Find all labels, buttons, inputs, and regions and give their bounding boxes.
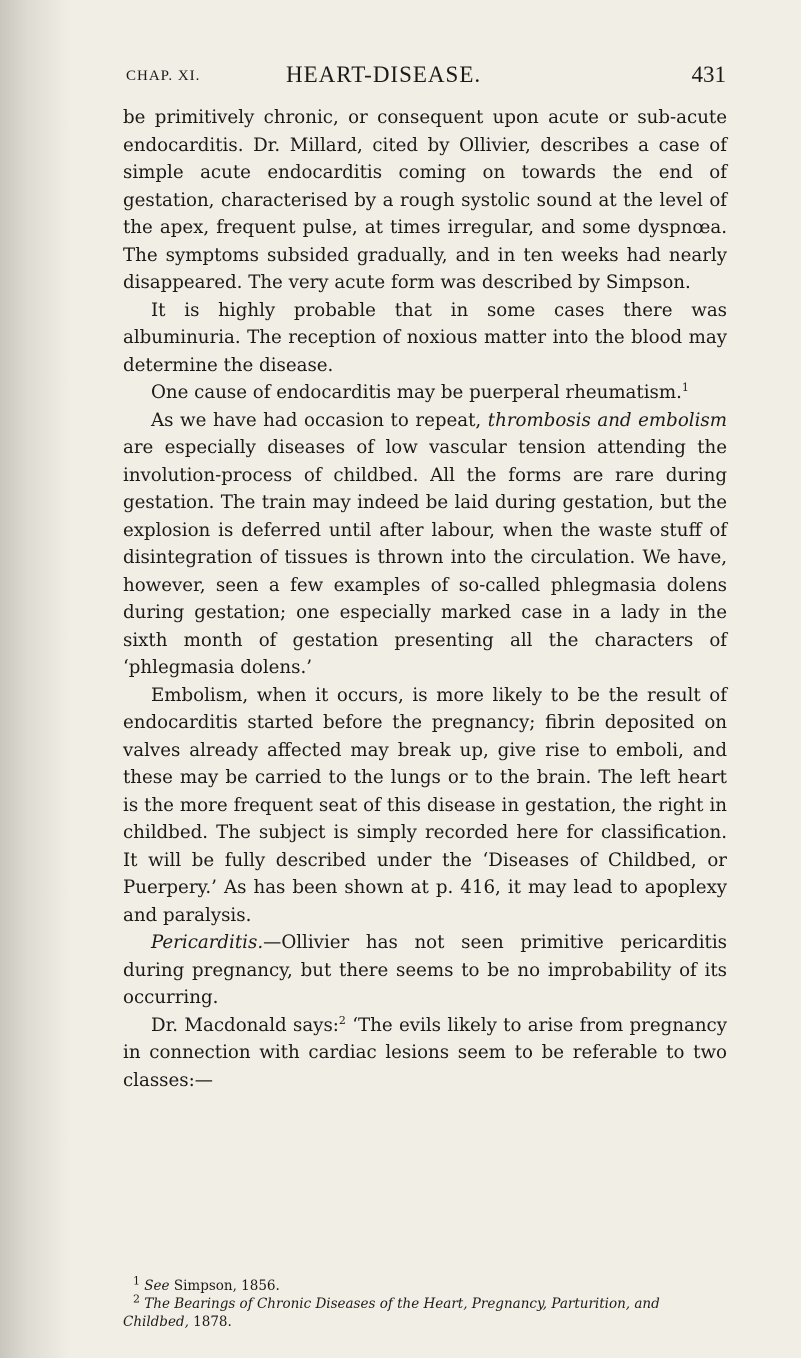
running-head: [126, 62, 726, 90]
chapter-label: CHAP. XI.: [126, 68, 201, 84]
paragraph: Pericarditis.—Ollivier has not seen primitive pericarditis during pregnancy, but there seems to be no improbability of its occurring.: [123, 932, 727, 1008]
footnote-ref: 2: [338, 1013, 346, 1027]
italic-term: thrombosis and embolism: [487, 409, 727, 431]
paragraph: Embolism, when it occurs, is more likely to be the result of endocarditis started before the pregnancy; fibrin deposited on valves already affected may break up, give rise to emboli, and these may be carried to the lungs or to the brain. The left heart is the more frequent seat of this disease in gestation, the right in childbed. The subject is simply recorded here for classification. It will be fully described under the ‘Diseases of Childbed, or Puerpery.’ As has been shown at p. 416, it may lead to apoplexy and paralysis.: [123, 684, 727, 926]
paragraph: One cause of endocarditis may be puerperal rheumatism.$^1$: [151, 380, 689, 403]
paragraph: It is highly probable that in some cases there was albuminuria. The reception of noxious matter into the blood may determine the disease.: [123, 299, 727, 376]
footnote-ref: 1: [681, 380, 689, 394]
footnotes: [123, 1274, 727, 1331]
body-text: [123, 104, 727, 1094]
page-title: HEART-DISEASE.: [286, 62, 482, 87]
gutter-shadow: [0, 0, 70, 1358]
paragraph: Dr. Macdonald says:$^2$ ‘The evils likely to arise from pregnancy in connection with cardiac lesions seem to be referable to two classes:—: [123, 1013, 728, 1091]
footnote: $^2$ The Bearings of Chronic Diseases of the Heart, Pregnancy, Parturition, and Childbed, 1878.: [123, 1292, 660, 1330]
section-heading: Pericarditis.: [151, 932, 264, 953]
paragraph: be primitively chronic, or consequent upon acute or sub-acute endocarditis. Dr. Millard, cited by Ollivier, describes a case of simple acute endocarditis coming on towards the end of gestation, characterised by a rough systolic sound at the level of the apex, frequent pulse, at times irregular, and some dyspnœa. The symptoms subsided gradually, and in ten weeks had nearly disappeared. The very acute form was described by Simpson.: [123, 107, 727, 293]
page-number: 431: [691, 62, 726, 87]
footnote: $^1$ See Simpson, 1856.: [133, 1274, 280, 1294]
paragraph: As we have had occasion to repeat, thrombosis and embolism are especially diseases of low vascular tension attending the involution-process of childbed. All the forms are rare during gestation. The train may indeed be laid during gestation, but the explosion is deferred until after labour, when the waste stuff of disintegration of tissues is thrown into the circulation. We have, however, seen a few examples of so-called phlegmasia dolens during gestation; one especially marked case in a lady in the sixth month of gestation presenting all the characters of ‘phlegmasia dolens.’: [123, 409, 727, 678]
